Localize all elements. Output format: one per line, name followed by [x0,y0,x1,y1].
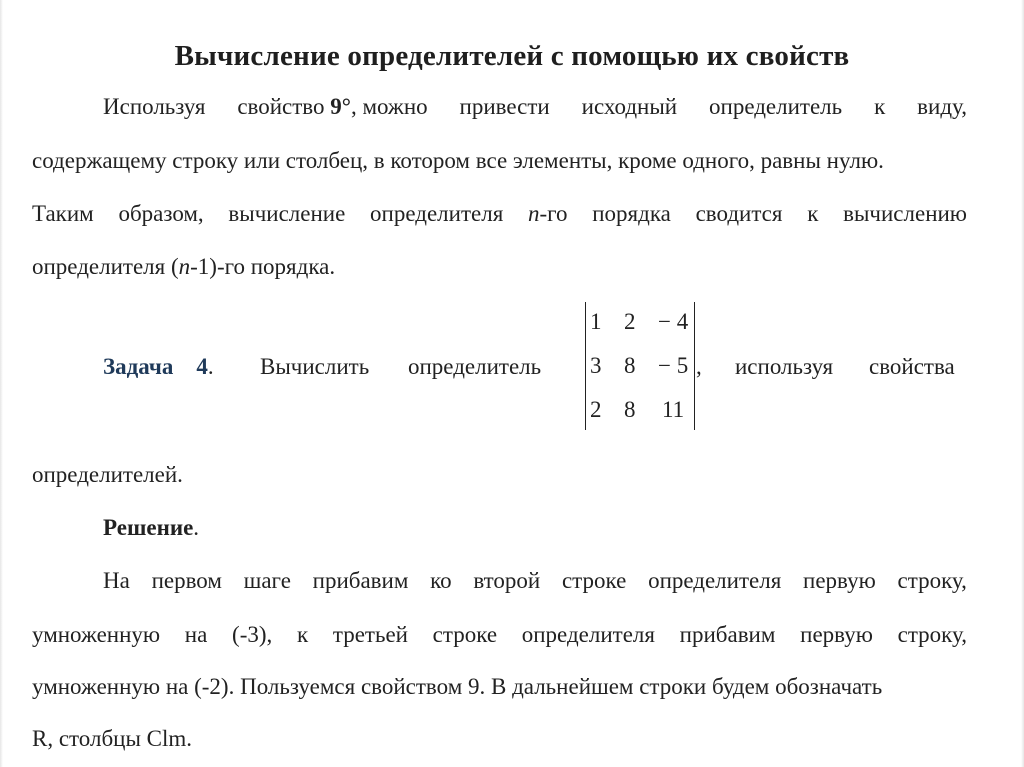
matrix-cell: 1 [590,309,602,334]
paragraph-2-line-4: R, столбцы Clm. [32,726,193,751]
task-number: 4 [196,354,208,379]
matrix-cell: 3 [590,353,602,378]
matrix-cell: 2 [624,309,636,334]
matrix-cell: 2 [590,397,602,422]
solution-heading: Решение. [103,515,200,540]
paragraph-2-line-1: На первом шаге прибавим ко второй строке определителя первую строку, [103,568,967,593]
task-statement: Задача 4. Вычислить определитель , используя свойства [103,354,955,379]
paragraph-2-line-3: умноженную на (-2). Пользуемся свойством 9. В дальнейшем строки будем обозначать [32,674,883,699]
task-continuation: определителей. [32,462,183,487]
matrix-cell: 8 [624,353,636,378]
matrix-cell: 11 [662,397,685,422]
paragraph-1-line-1: Используя свойство 9°, можно привести исходный определитель к виду, [103,94,967,119]
task-label: Задача [103,354,174,379]
matrix-cell: − 4 [658,309,689,334]
paragraph-1-line-2: содержащему строку или столбец, в котором все элементы, кроме одного, равны нулю. [32,148,884,173]
paragraph-1-line-4: определителя (n-1)-го порядка. [32,254,336,279]
matrix-cell: 8 [624,397,636,422]
matrix-cell: − 5 [658,353,689,378]
page-title: Вычисление определителей с помощью их свойств [174,40,850,72]
paragraph-1-line-3: Таким образом, вычисление определителя n-го порядка сводится к вычислению [32,201,967,226]
paragraph-2-line-2: умноженную на (-3), к третьей строке определителя прибавим первую строку, [32,622,967,647]
determinant-matrix [585,302,695,430]
